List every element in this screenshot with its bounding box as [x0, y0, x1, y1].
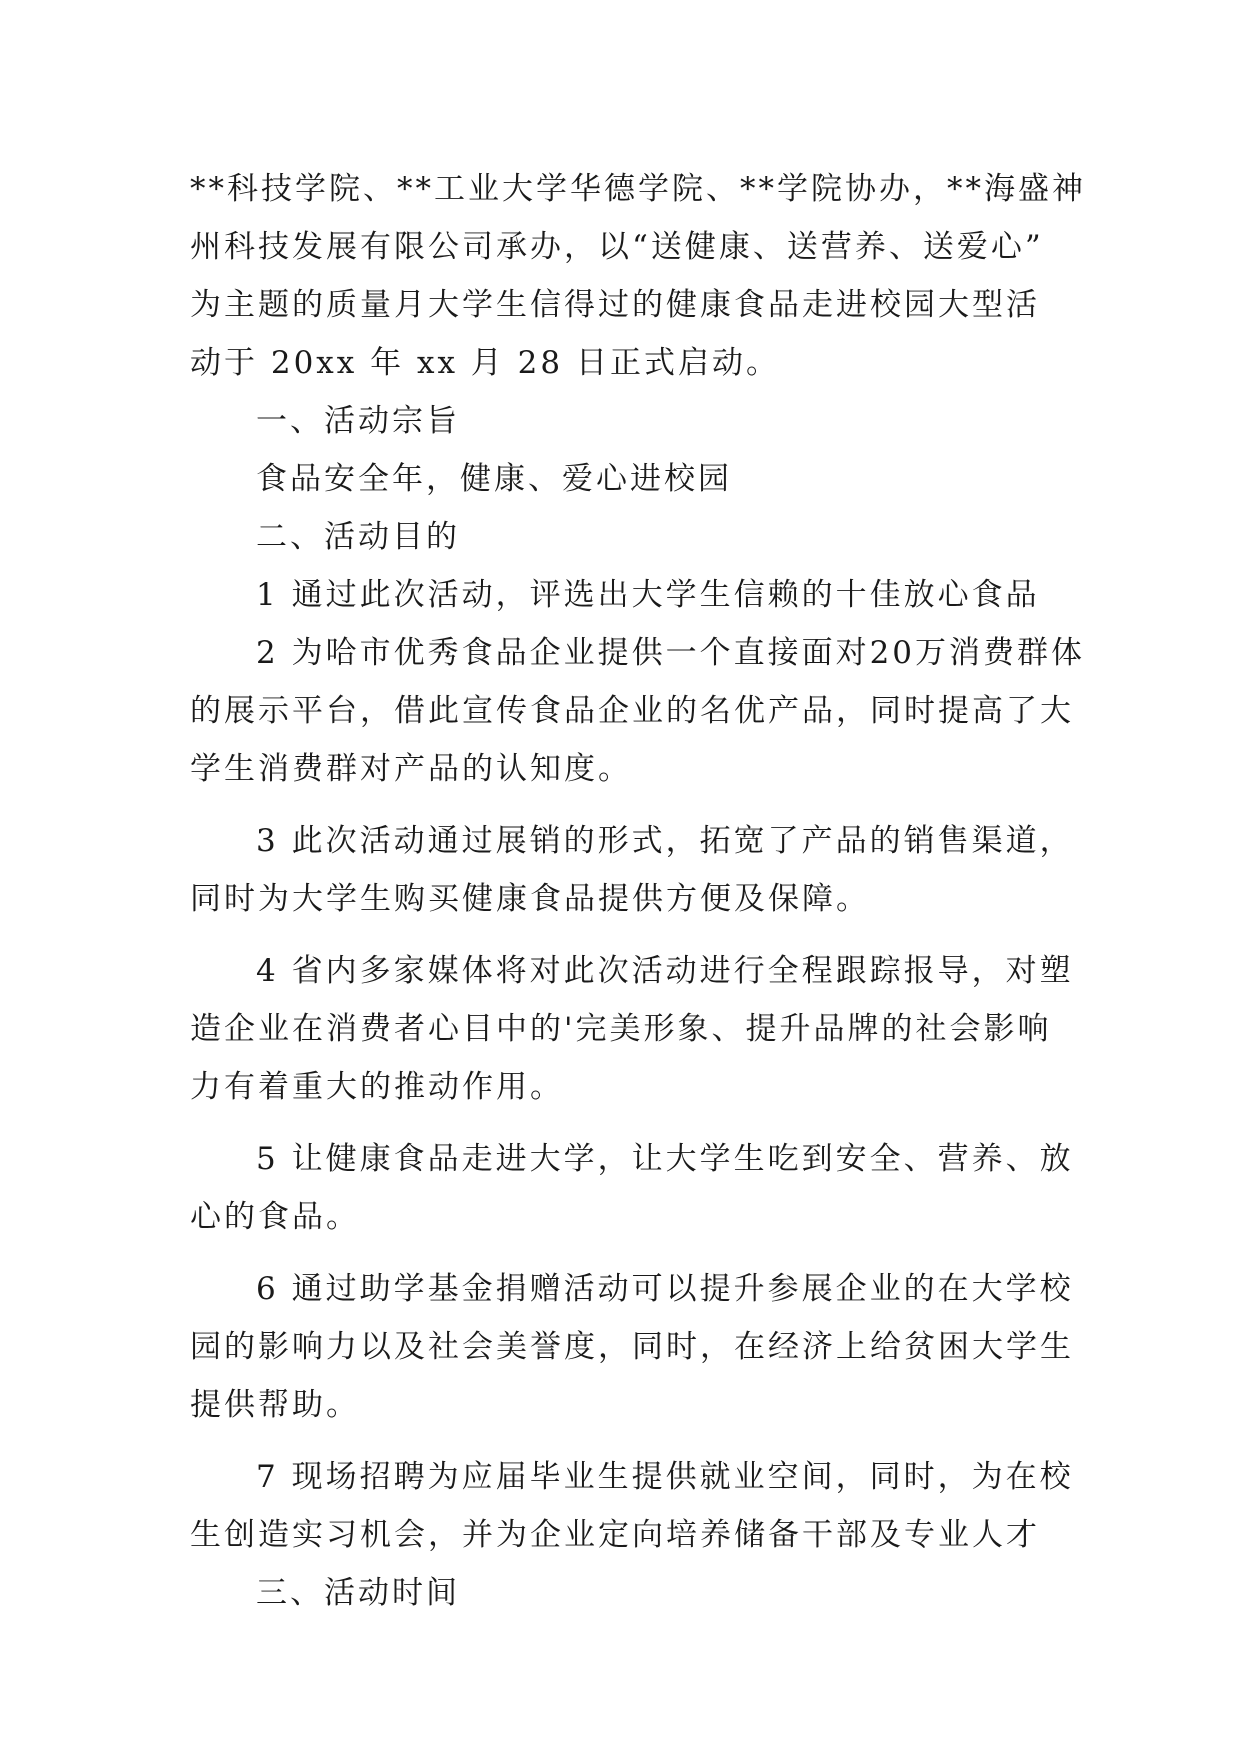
goal-item-6-continued: 提供帮助。: [190, 1387, 360, 1423]
intro-line: **科技学院、**工业大学华德学院、**学院协办，**海盛神: [190, 171, 1086, 207]
goal-item-2-continued: 的展示平台，借此宣传食品企业的名优产品，同时提高了大: [190, 693, 1074, 729]
section-heading-time: 三、活动时间: [256, 1575, 460, 1611]
goal-item-1: 1 通过此次活动，评选出大学生信赖的十佳放心食品: [256, 577, 1040, 613]
goal-item-7-continued: 生创造实习机会，并为企业定向培养储备干部及专业人才: [190, 1517, 1040, 1553]
purpose-text: 食品安全年，健康、爱心进校园: [256, 461, 732, 497]
section-heading-purpose: 一、活动宗旨: [256, 403, 460, 439]
goal-item-6-continued: 园的影响力以及社会美誉度，同时，在经济上给贫困大学生: [190, 1329, 1074, 1365]
section-heading-goals: 二、活动目的: [256, 519, 460, 555]
goal-item-6: 6 通过助学基金捐赠活动可以提升参展企业的在大学校: [256, 1271, 1074, 1307]
goal-item-3-continued: 同时为大学生购买健康食品提供方便及保障。: [190, 881, 870, 917]
goal-item-4-continued: 造企业在消费者心目中的'完美形象、提升品牌的社会影响: [190, 1011, 1052, 1047]
intro-line: 动于 20xx 年 xx 月 28 日正式启动。: [190, 345, 780, 381]
goal-item-3: 3 此次活动通过展销的形式，拓宽了产品的销售渠道，: [256, 823, 1074, 859]
goal-item-2-continued: 学生消费群对产品的认知度。: [190, 751, 632, 787]
goal-item-5-continued: 心的食品。: [190, 1199, 360, 1235]
intro-line: 州科技发展有限公司承办，以“送健康、送营养、送爱心”: [190, 229, 1044, 265]
intro-line: 为主题的质量月大学生信得过的健康食品走进校园大型活: [190, 287, 1040, 323]
goal-item-7: 7 现场招聘为应届毕业生提供就业空间，同时，为在校: [256, 1459, 1074, 1495]
goal-item-5: 5 让健康食品走进大学，让大学生吃到安全、营养、放: [256, 1141, 1074, 1177]
goal-item-2: 2 为哈市优秀食品企业提供一个直接面对20万消费群体: [256, 635, 1086, 671]
document-body: [190, 160, 1086, 1622]
goal-item-4: 4 省内多家媒体将对此次活动进行全程跟踪报导，对塑: [256, 953, 1074, 989]
goal-item-4-continued: 力有着重大的推动作用。: [190, 1069, 564, 1105]
